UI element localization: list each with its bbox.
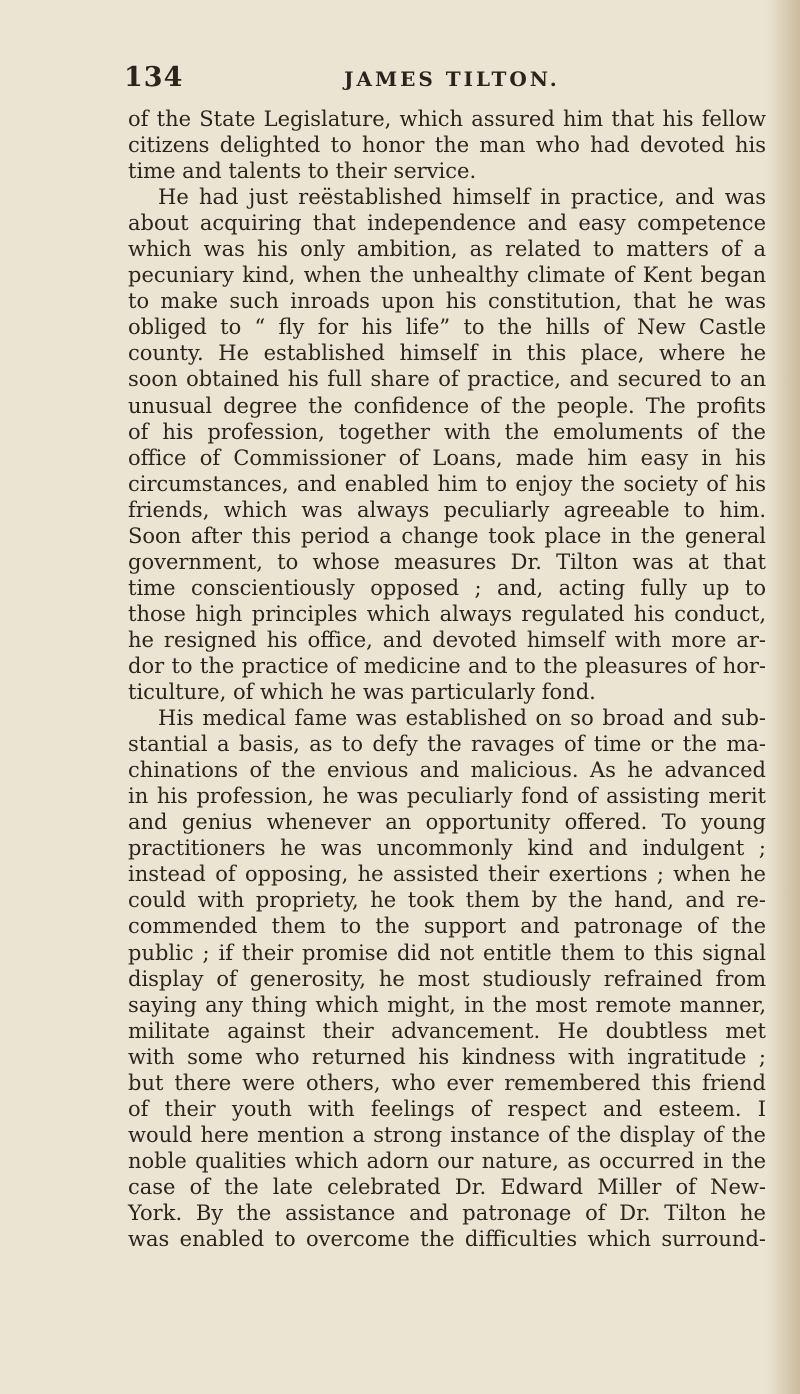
text-line: time and talents to their service. (128, 159, 477, 184)
text-line: of their youth with feelings of respect and esteem. I (128, 1096, 766, 1121)
text-line: instead of opposing, he assisted their exertions ; when he (128, 862, 766, 887)
text-line: His medical fame was established on so broad and sub- (158, 706, 766, 731)
running-head: JAMES TILTON. (344, 67, 560, 91)
text-line: militate against their advancement. He doubtless met (128, 1018, 766, 1043)
page-header (124, 62, 764, 102)
text-line: but there were others, who ever remembered this friend (128, 1070, 766, 1095)
text-line: government, to whose measures Dr. Tilton was at that (128, 549, 766, 574)
text-line: chinations of the envious and malicious. As he advanced (128, 758, 766, 783)
text-line: to make such inroads upon his constitution, that he was (128, 289, 766, 314)
text-line: soon obtained his full share of practice, and secured to an (128, 367, 766, 392)
text-line: pecuniary kind, when the unhealthy climate of Kent began (128, 263, 766, 288)
text-line: friends, which was always peculiarly agreeable to him. (128, 497, 766, 522)
page-edge-shadow (766, 0, 800, 1394)
text-line: county. He established himself in this place, where he (128, 341, 766, 366)
text-line: those high principles which always regulated his conduct, (128, 601, 766, 626)
text-line: citizens delighted to honor the man who had devoted his (128, 133, 766, 158)
text-line: obliged to “ fly for his life” to the hills of New Castle (128, 315, 766, 340)
text-line: and genius whenever an opportunity offered. To young (128, 810, 766, 835)
text-line: commended them to the support and patronage of the (128, 914, 766, 939)
text-line: which was his only ambition, as related to matters of a (128, 237, 766, 262)
text-line: case of the late celebrated Dr. Edward Miller of New- (128, 1174, 766, 1199)
text-line: display of generosity, he most studiously refrained from (128, 966, 766, 991)
text-line: public ; if their promise did not entitle them to this signal (128, 940, 766, 965)
text-line: could with propriety, he took them by the hand, and re- (128, 888, 766, 913)
text-line: noble qualities which adorn our nature, as occurred in the (128, 1148, 766, 1173)
text-line: of his profession, together with the emoluments of the (128, 419, 766, 444)
text-line: he resigned his office, and devoted himself with more ar- (128, 627, 766, 652)
text-line: York. By the assistance and patronage of Dr. Tilton he (128, 1200, 766, 1225)
text-line: Soon after this period a change took place in the general (128, 523, 766, 548)
text-line: time conscientiously opposed ; and, acting fully up to (128, 575, 766, 600)
text-line: unusual degree the confidence of the people. The profits (128, 393, 766, 418)
page-number: 134 (124, 62, 184, 93)
text-line: about acquiring that independence and easy competence (128, 211, 766, 236)
text-line: with some who returned his kindness with ingratitude ; (128, 1044, 766, 1069)
text-line: stantial a basis, as to defy the ravages of time or the ma- (128, 732, 766, 757)
text-line: of the State Legislature, which assured him that his fellow (128, 107, 766, 131)
text-line: He had just reëstablished himself in practice, and was (158, 185, 766, 210)
text-line: would here mention a strong instance of the display of the (128, 1122, 766, 1147)
text-line: saying any thing which might, in the most remote manner, (128, 992, 766, 1017)
text-line: circumstances, and enabled him to enjoy the society of his (128, 471, 766, 496)
body-text (128, 106, 766, 1252)
text-line: office of Commissioner of Loans, made him easy in his (128, 445, 766, 470)
text-line: dor to the practice of medicine and to the pleasures of hor- (128, 653, 766, 678)
text-line: practitioners he was uncommonly kind and indulgent ; (128, 836, 766, 861)
text-line: ticulture, of which he was particularly fond. (128, 680, 596, 705)
text-line: in his profession, he was peculiarly fond of assisting merit (128, 784, 766, 809)
text-line: was enabled to overcome the difficulties which surround- (128, 1227, 766, 1252)
